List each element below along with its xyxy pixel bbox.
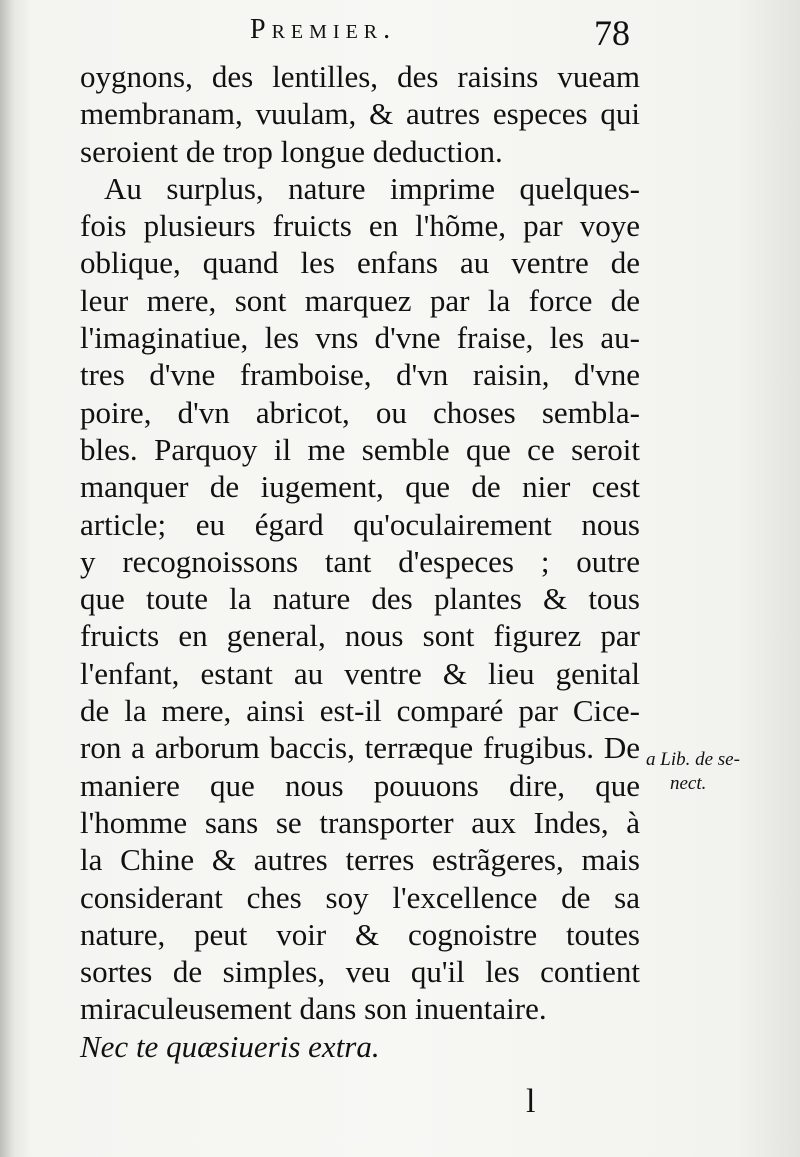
text-line-content: manquer de iugement, que de nier cest [80,469,640,505]
text-line [80,767,640,804]
text-line [80,841,640,878]
text-line [80,879,640,916]
signature-mark: l [526,1083,536,1120]
text-line [80,95,640,132]
marginal-note-line: nect. [670,773,707,794]
text-line [80,655,640,692]
text-line-content: poire, d'vn abricot, ou choses sembla- [80,394,640,430]
text-line [80,729,640,766]
text-line [80,916,640,953]
text-line-content: l'homme sans se transporter aux Indes, à [80,804,640,840]
marginal-note-line: a Lib. de se- [646,749,740,770]
text-line [80,133,640,170]
text-line-content: y recognoissons tant d'especes ; outre [80,543,640,579]
text-line-content: que toute la nature des plantes & tous [80,581,640,617]
text-line [80,394,640,431]
text-line-content: oblique, quand les enfans au ventre de [80,245,640,281]
text-line-content: Nec te quæsiueris extra. [80,1028,380,1064]
text-line [80,356,640,393]
text-line-content: maniere que nous pouuons dire, que [80,767,640,803]
text-line-content: bles. Parquoy il me semble que ce seroit [80,431,640,467]
text-line [80,431,640,468]
text-line [80,617,640,654]
page-number: 78 [594,13,630,53]
text-line-content: miraculeusement dans son inuentaire. [80,991,547,1027]
text-line [80,58,640,95]
text-line-content: ron a arborum baccis, terræque frugibus. De [80,730,640,766]
text-line-content: l'imaginatiue, les vns d'vne fraise, les au- [80,320,640,356]
text-line [80,244,640,281]
text-line [80,506,640,543]
body-text [80,58,640,1065]
text-line-content: l'enfant, estant au ventre & lieu genital [80,655,640,691]
text-line [80,990,640,1027]
text-line-content: seroient de trop longue deduction. [80,133,503,169]
text-line-content: de la mere, ainsi est-il comparé par Cice- [80,693,640,729]
text-line-content: Au surplus, nature imprime quelques- [104,170,640,206]
text-line-content: la Chine & autres terres estrãgeres, mais [80,842,640,878]
text-line [80,207,640,244]
closing-quote-line [80,1028,640,1065]
text-line-content: oygnons, des lentilles, des raisins vueam [80,59,640,94]
text-line [80,282,640,319]
text-line [80,804,640,841]
page-gutter [0,0,14,1157]
text-line-content: tres d'vne framboise, d'vn raisin, d'vne [80,357,640,393]
text-line [80,543,640,580]
text-line [80,580,640,617]
text-line [80,170,640,207]
text-line-content: sortes de simples, veu qu'il les contient [80,954,640,990]
running-head: Premier. [250,14,397,45]
text-line-content: leur mere, sont marquez par la force de [80,282,640,318]
marginal-note [646,748,796,796]
text-line [80,953,640,990]
text-line [80,692,640,729]
text-line-content: fois plusieurs fruicts en l'hõme, par voye [80,208,640,244]
text-line-content: membranam, vuulam, & autres especes qui [80,96,640,132]
text-line [80,468,640,505]
text-line-content: article; eu égard qu'oculairement nous [80,506,640,542]
text-line-content: fruicts en general, nous sont figurez par [80,618,640,654]
text-line-content: nature, peut voir & cognoistre toutes [80,916,640,952]
text-line [80,319,640,356]
text-line-content: considerant ches soy l'excellence de sa [80,879,640,915]
